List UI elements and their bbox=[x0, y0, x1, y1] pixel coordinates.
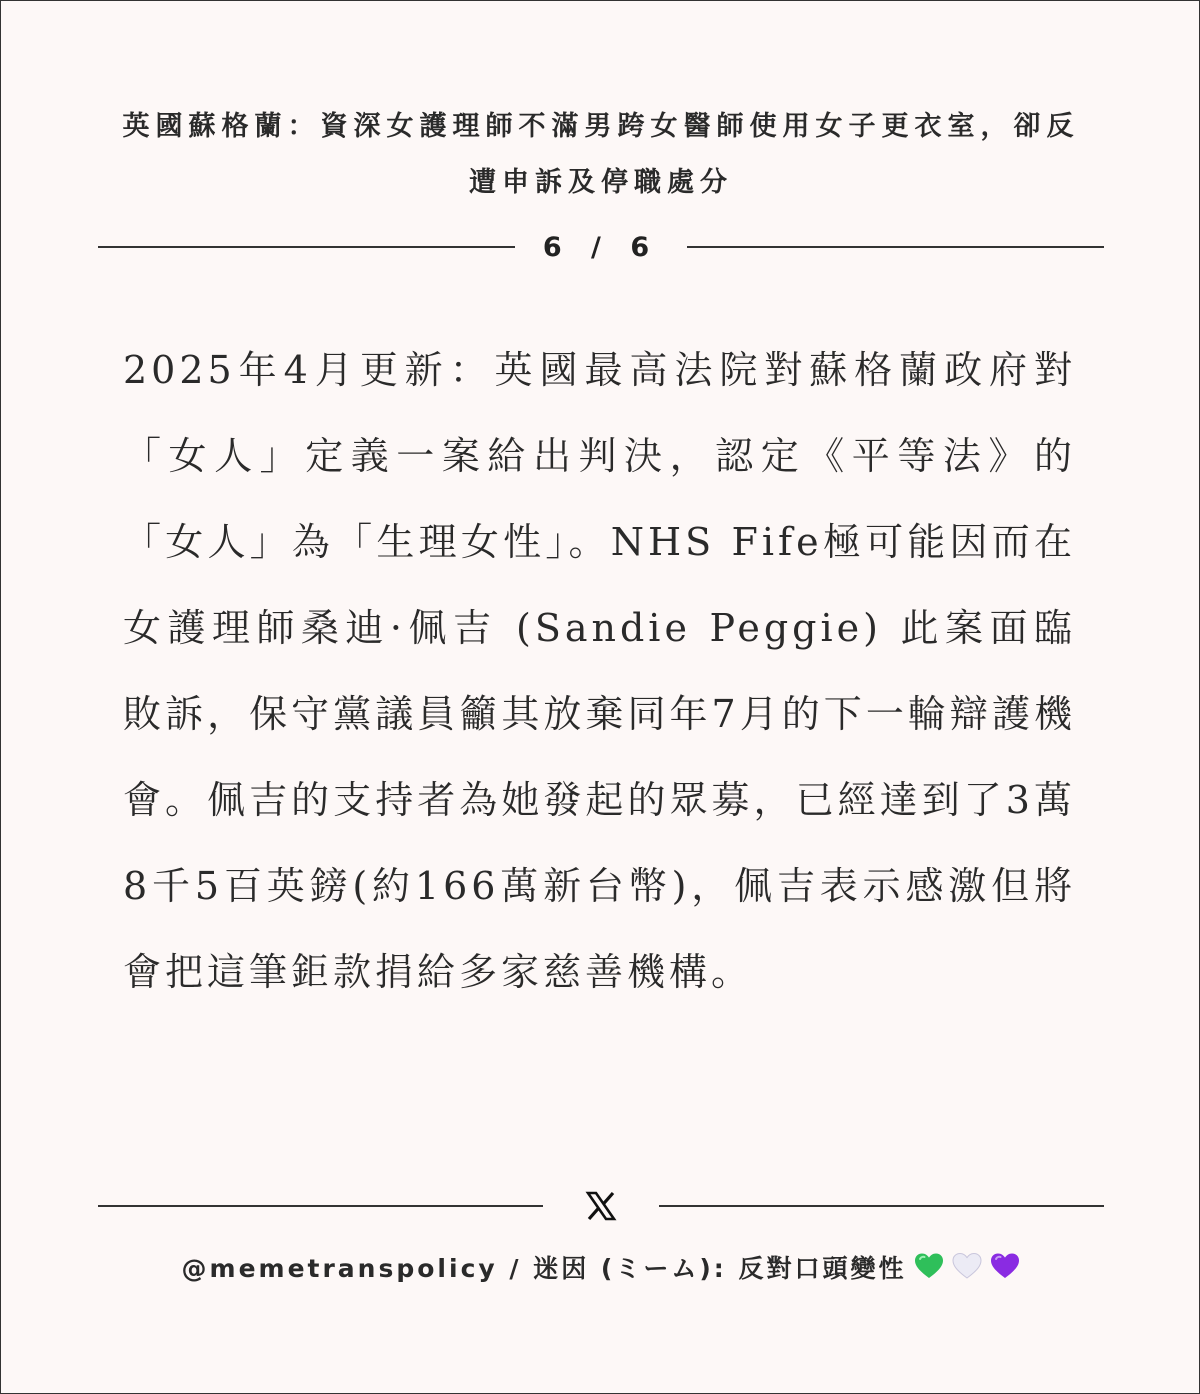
page-indicator-row bbox=[98, 227, 1104, 267]
purple-heart-icon bbox=[990, 1252, 1020, 1286]
footer-divider-row bbox=[98, 1184, 1104, 1228]
account-handle: @memetranspolicy / 迷因 (ミーム): 反對口頭變性 bbox=[181, 1254, 907, 1283]
post-title: 英國蘇格蘭：資深女護理師不滿男跨女醫師使用女子更衣室，卻反遭申訴及停職處分 bbox=[122, 111, 1080, 198]
divider-right bbox=[687, 246, 1104, 248]
post-body: 2025年4月更新：英國最高法院對蘇格蘭政府對「女人」定義一案給出判決，認定《平等法》的「女人」為「生理女性」。NHS Fife極可能因而在女護理師桑迪·佩吉 (Sandie Peggie) 此案面臨敗訴，保守黨議員籲其放棄同年7月的下一輪辯護機會。佩吉的支持者為她發起的眾募，已經達到了3萬8千5百英鎊(約166萬新台幣)，佩吉表示感激但將會把這筆鉅款捐給多家慈善機構。 bbox=[123, 348, 1076, 994]
white-heart-icon bbox=[952, 1252, 982, 1286]
divider-right bbox=[659, 1205, 1104, 1207]
footer-handle-line bbox=[121, 1249, 1081, 1286]
page-indicator: 6 / 6 bbox=[542, 231, 660, 263]
x-logo-icon bbox=[543, 1190, 659, 1222]
divider-left bbox=[98, 246, 515, 248]
green-heart-icon bbox=[914, 1252, 944, 1286]
divider-left bbox=[98, 1205, 543, 1207]
